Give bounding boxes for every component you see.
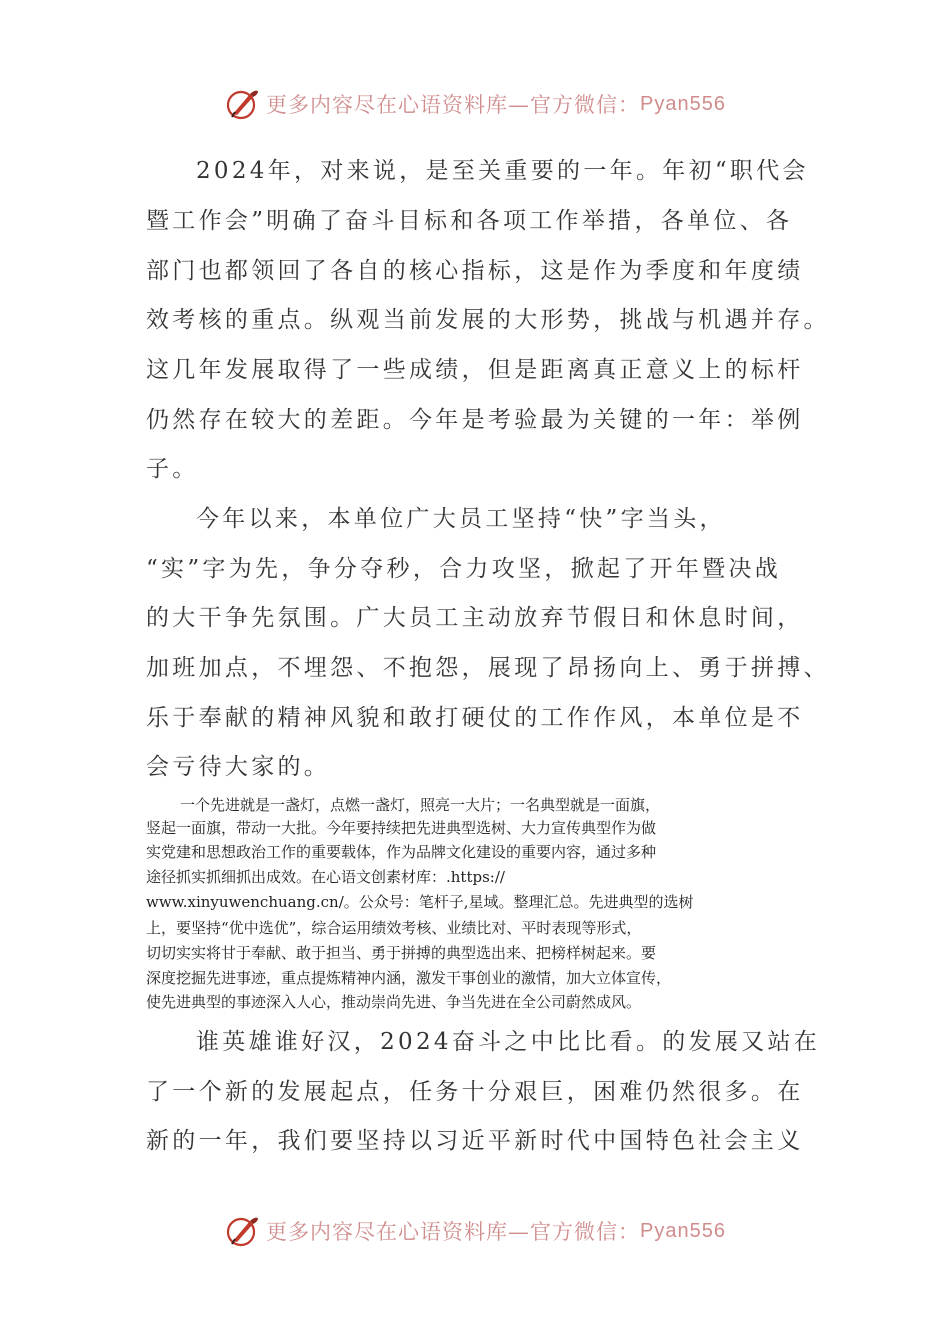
text-line: 实党建和思想政治工作的重要载体，作为品牌文化建设的重要内容，通过多种 bbox=[146, 843, 657, 861]
text-line: 谁英雄谁好汉，2024奋斗之中比比看。的发展又站在 bbox=[196, 1029, 821, 1055]
text-line: www.xinyuwenchuang.cn/。公众号：笔杆子,星域。整理汇总。先进典型的选树 bbox=[146, 893, 694, 911]
text-line: 竖起一面旗，带动一大批。今年要持续把先进典型选树、大力宣传典型作为做 bbox=[146, 819, 657, 837]
text-line: 使先进典型的事迹深入人心，推动崇尚先进、争当先进在全公司蔚然成风。 bbox=[146, 993, 642, 1011]
text-line: 了一个新的发展起点，任务十分艰巨，困难仍然很多。在 bbox=[146, 1079, 804, 1105]
banner-text: 更多内容尽在心语资料库—官方微信： bbox=[266, 1220, 641, 1244]
banner-wechat-id: Pyan556 bbox=[640, 1219, 726, 1242]
text-line: 途径抓实抓细抓出成效。在心语文创素材库：.https:// bbox=[146, 868, 505, 886]
text-line: 这几年发展取得了一些成绩，但是距离真正意义上的标杆 bbox=[146, 357, 804, 383]
text-line: 加班加点，不埋怨、不抱怨，展现了昂扬向上、勇于拼搏、 bbox=[146, 655, 830, 681]
text-line: 暨工作会”明确了奋斗目标和各项工作举措，各单位、各 bbox=[146, 208, 793, 234]
text-line: 效考核的重点。纵观当前发展的大形势，挑战与机遇并存。 bbox=[146, 307, 830, 333]
text-line: 子。 bbox=[146, 456, 199, 482]
banner-text: 更多内容尽在心语资料库—官方微信： bbox=[266, 93, 641, 117]
header-watermark-banner bbox=[0, 84, 950, 124]
text-line: 的大干争先氛围。广大员工主动放弃节假日和休息时间， bbox=[146, 605, 804, 631]
text-line: 深度挖掘先进事迹，重点提炼精神内涵，激发干事创业的激情，加大立体宣传， bbox=[146, 969, 672, 987]
text-line: 仍然存在较大的差距。今年是考验最为关键的一年：举例 bbox=[146, 407, 804, 433]
text-line: 会亏待大家的。 bbox=[146, 754, 331, 780]
text-line: 部门也都领回了各自的核心指标，这是作为季度和年度绩 bbox=[146, 258, 804, 284]
text-line: 乐于奉献的精神风貌和敢打硬仗的工作作风，本单位是不 bbox=[146, 705, 804, 731]
quill-logo-icon bbox=[224, 86, 260, 122]
footer-watermark-banner bbox=[0, 1211, 950, 1251]
text-line: 上，要坚持“优中选优”，综合运用绩效考核、业绩比对、平时表现等形式， bbox=[146, 919, 642, 937]
text-line: 新的一年，我们要坚持以习近平新时代中国特色社会主义 bbox=[146, 1128, 804, 1154]
text-line: “实”字为先，争分夺秒，合力攻坚，掀起了开年暨决战 bbox=[146, 556, 782, 582]
quill-logo-icon bbox=[224, 1213, 260, 1249]
text-line: 一个先进就是一盏灯，点燃一盏灯，照亮一大片；一名典型就是一面旗， bbox=[180, 796, 661, 814]
text-line: 切切实实将甘于奉献、敢于担当、勇于拼搏的典型选出来、把榜样树起来。要 bbox=[146, 944, 657, 962]
text-line: 2024年，对来说，是至关重要的一年。年初“职代会 bbox=[196, 158, 809, 184]
banner-wechat-id: Pyan556 bbox=[640, 92, 726, 115]
text-line: 今年以来，本单位广大员工坚持“快”字当头， bbox=[196, 506, 726, 532]
